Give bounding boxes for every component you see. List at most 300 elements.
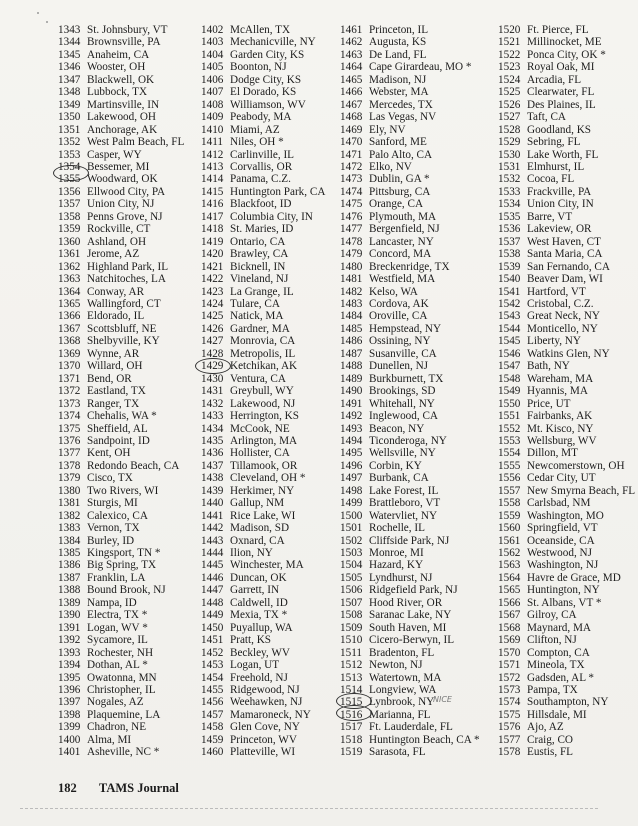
town-name: St. Johnsbury, VT [87, 24, 168, 36]
town-name: West Haven, CT [527, 235, 601, 248]
token-number: 1416 [201, 198, 224, 211]
listing-entry [58, 634, 198, 646]
town-name: Hollister, CA [230, 447, 290, 460]
town-name: Natick, MA [230, 310, 284, 323]
listing-entry [340, 74, 500, 86]
listing-entry [201, 684, 341, 696]
listing-entry [201, 622, 341, 634]
town-name: Garrett, IN [230, 584, 280, 597]
listing-entry [58, 597, 198, 609]
listing-entry [201, 696, 341, 708]
token-number: 1522 [498, 48, 521, 61]
town-name: Calexico, CA [87, 509, 148, 522]
town-name: Palo Alto, CA [369, 148, 433, 161]
token-number: 1509 [340, 621, 363, 634]
listing-entry [498, 136, 634, 148]
listing-column-2 [201, 24, 341, 759]
town-name: Plaquemine, LA [87, 708, 161, 721]
town-name: Lubbock, TX [87, 86, 148, 99]
token-number: 1510 [340, 634, 363, 647]
token-number: 1529 [498, 136, 521, 149]
token-number: 1499 [340, 497, 363, 510]
town-name: Puyallup, WA [230, 621, 293, 634]
token-number: 1408 [201, 98, 224, 111]
listing-entry [58, 734, 198, 746]
listing-entry [201, 261, 341, 273]
token-number: 1426 [201, 322, 224, 335]
listing-entry [201, 734, 341, 746]
token-number: 1537 [498, 235, 521, 248]
town-name: Lakeview, OR [527, 223, 592, 236]
town-name: Plymouth, MA [369, 210, 437, 223]
token-number: 1346 [58, 61, 81, 74]
listing-entry [340, 136, 500, 148]
listing-entry [201, 186, 341, 198]
listing-entry [201, 597, 341, 609]
town-name: Eastland, TX [87, 385, 146, 398]
token-number: 1513 [340, 671, 363, 684]
listing-entry [498, 447, 634, 459]
listing-entry [340, 385, 500, 397]
town-name: Rockville, CT [87, 223, 151, 236]
town-name: Glen Cove, NY [230, 721, 300, 734]
token-number: 1575 [498, 708, 521, 721]
token-number: 1401 [58, 746, 81, 759]
token-number: 1524 [498, 73, 521, 86]
token-number: 1413 [201, 160, 224, 173]
token-number: 1543 [498, 310, 521, 323]
town-name: Arlington, MA [230, 434, 298, 447]
listing-entry [498, 485, 634, 497]
listing-entry [498, 61, 634, 73]
town-name: Dillon, MT [527, 447, 578, 460]
listing-entry [340, 746, 500, 758]
listing-entry [340, 584, 500, 596]
listing-entry [498, 198, 634, 210]
town-name: Freehold, NJ [230, 671, 288, 684]
token-number: 1518 [340, 733, 363, 746]
token-number: 1352 [58, 136, 81, 149]
listing-entry [340, 373, 500, 385]
town-name: Duncan, OK [230, 571, 287, 584]
token-number: 1345 [58, 48, 81, 61]
token-number: 1435 [201, 434, 224, 447]
token-number: 1569 [498, 634, 521, 647]
listing-entry [340, 273, 500, 285]
token-number: 1437 [201, 459, 224, 472]
town-name: Clifton, NJ [527, 634, 577, 647]
page-bottom-rule [20, 808, 598, 809]
listing-entry [498, 298, 634, 310]
listing-entry [498, 373, 634, 385]
town-name: Big Spring, TX [87, 559, 157, 572]
token-number: 1381 [58, 497, 81, 510]
listing-entry [340, 659, 500, 671]
town-name: De Land, FL [369, 48, 427, 61]
listing-entry [201, 672, 341, 684]
token-number: 1371 [58, 372, 81, 385]
listing-entry [498, 497, 634, 509]
handwritten-note: NICE [433, 695, 452, 704]
town-name: Asheville, NC * [87, 746, 160, 759]
town-name: Winchester, MA [230, 559, 304, 572]
token-number: 1398 [58, 708, 81, 721]
token-number: 1501 [340, 522, 363, 535]
town-name: Sarasota, FL [369, 746, 426, 759]
town-name: Lakewood, NJ [230, 397, 296, 410]
listing-entry [498, 335, 634, 347]
token-number: 1444 [201, 547, 224, 560]
token-number: 1423 [201, 285, 224, 298]
town-name: Goodland, KS [527, 123, 592, 136]
town-name: Arcadia, FL [527, 73, 582, 86]
listing-entry [340, 559, 500, 571]
listing-entry [201, 211, 341, 223]
listing-entry [201, 49, 341, 61]
token-number: 1443 [201, 534, 224, 547]
listing-entry [201, 223, 341, 235]
token-number: 1535 [498, 210, 521, 223]
token-number: 1457 [201, 708, 224, 721]
town-name: Wooster, OH [87, 61, 146, 74]
token-number: 1442 [201, 522, 224, 535]
town-name: Compton, CA [527, 646, 590, 659]
token-number: 1573 [498, 684, 521, 697]
town-name: Ossining, NY [369, 335, 431, 348]
listing-entry [58, 547, 198, 559]
town-name: Hempstead, NY [369, 322, 442, 335]
token-number: 1523 [498, 61, 521, 74]
town-name: Woodward, OK [87, 173, 158, 186]
token-number: 1566 [498, 596, 521, 609]
town-name: San Fernando, CA [527, 260, 610, 273]
token-number: 1388 [58, 584, 81, 597]
listing-entry [201, 149, 341, 161]
town-name: Rochester, NH [87, 646, 154, 659]
listing-entry [201, 273, 341, 285]
town-name: Frackville, PA [527, 185, 592, 198]
town-name: Platteville, WI [230, 746, 296, 759]
town-name: Brawley, CA [230, 248, 289, 261]
listing-entry [498, 510, 634, 522]
town-name: Burkburnett, TX [369, 372, 444, 385]
town-name: Pittsburg, CA [369, 185, 431, 198]
listing-entry [201, 36, 341, 48]
token-number: 1574 [498, 696, 521, 709]
token-listing [58, 24, 634, 759]
token-number: 1544 [498, 322, 521, 335]
listing-entry [201, 535, 341, 547]
listing-entry [58, 49, 198, 61]
token-number: 1485 [340, 322, 363, 335]
token-number: 1359 [58, 223, 81, 236]
token-number: 1347 [58, 73, 81, 86]
listing-entry [340, 49, 500, 61]
token-number: 1396 [58, 684, 81, 697]
town-name: Madison, NJ [369, 73, 427, 86]
town-name: Brownsville, PA [87, 36, 161, 49]
listing-entry [340, 286, 500, 298]
town-name: Herkimer, NY [230, 484, 295, 497]
town-name: Chadron, NE [87, 721, 147, 734]
town-name: Kent, OH [87, 447, 131, 460]
listing-entry [340, 398, 500, 410]
listing-entry [58, 24, 198, 36]
listing-entry [201, 398, 341, 410]
listing-entry [201, 435, 341, 447]
listing-entry [340, 61, 500, 73]
town-name: Ponca City, OK * [527, 48, 606, 61]
town-name: Redondo Beach, CA [87, 459, 180, 472]
listing-entry [58, 584, 198, 596]
listing-entry [201, 198, 341, 210]
town-name: Watervliet, NY [369, 509, 438, 522]
town-name: Penns Grove, NJ [87, 210, 163, 223]
token-number: 1427 [201, 335, 224, 348]
town-name: Newcomerstown, OH [527, 459, 625, 472]
token-number: 1420 [201, 248, 224, 261]
token-number: 1430 [201, 372, 224, 385]
town-name: West Palm Beach, FL [87, 136, 185, 149]
token-number: 1391 [58, 621, 81, 634]
listing-entry [340, 173, 500, 185]
token-number: 1472 [340, 160, 363, 173]
town-name: Brookings, SD [369, 385, 436, 398]
town-name: Beckley, WV [230, 646, 290, 659]
town-name: Santa Maria, CA [527, 248, 603, 261]
town-name: Carlsbad, NM [527, 497, 591, 510]
token-number: 1353 [58, 148, 81, 161]
print-speck [46, 21, 48, 23]
listing-entry [58, 99, 198, 111]
token-number: 1506 [340, 584, 363, 597]
token-number: 1526 [498, 98, 521, 111]
listing-entry [58, 609, 198, 621]
town-name: Two Rivers, WI [87, 484, 159, 497]
town-name: Huntington Park, CA [230, 185, 326, 198]
token-number: 1395 [58, 671, 81, 684]
token-number: 1431 [201, 385, 224, 398]
token-number: 1578 [498, 746, 521, 759]
listing-entry [498, 173, 634, 185]
town-name: Carlinville, IL [230, 148, 295, 161]
token-number: 1557 [498, 484, 521, 497]
town-name: Mt. Kisco, NY [527, 422, 594, 435]
town-name: Cape Girardeau, MO * [369, 61, 472, 74]
town-name: Anchorage, AK [87, 123, 158, 136]
listing-entry [340, 634, 500, 646]
listing-entry [58, 273, 198, 285]
listing-entry [340, 622, 500, 634]
town-name: Orange, CA [369, 198, 424, 211]
token-number: 1533 [498, 185, 521, 198]
town-name: Nogales, AZ [87, 696, 144, 709]
listing-entry [58, 310, 198, 322]
town-name: Pratt, KS [230, 634, 272, 647]
listing-entry [340, 510, 500, 522]
listing-entry [340, 248, 500, 260]
listing-entry [201, 584, 341, 596]
town-name: Scottsbluff, NE [87, 322, 157, 335]
token-number: 1399 [58, 721, 81, 734]
town-name: Corbin, KY [369, 459, 422, 472]
token-number: 1541 [498, 285, 521, 298]
token-number: 1498 [340, 484, 363, 497]
town-name: Huntington, NY [527, 584, 600, 597]
town-name: Princeton, IL [369, 24, 429, 36]
town-name: Gardner, MA [230, 322, 290, 335]
listing-entry [498, 360, 634, 372]
town-name: Des Plaines, IL [527, 98, 596, 111]
listing-entry [498, 435, 634, 447]
token-number: 1393 [58, 646, 81, 659]
listing-entry [58, 335, 198, 347]
town-name: Hyannis, MA [527, 385, 588, 398]
token-number: 1390 [58, 609, 81, 622]
token-number: 1382 [58, 509, 81, 522]
listing-entry [498, 734, 634, 746]
town-name: La Grange, IL [230, 285, 294, 298]
listing-entry [498, 696, 634, 708]
token-number: 1494 [340, 434, 363, 447]
listing-entry [201, 373, 341, 385]
town-name: Princeton, WV [230, 733, 297, 746]
listing-entry [498, 385, 634, 397]
token-number: 1362 [58, 260, 81, 273]
token-number: 1363 [58, 273, 81, 286]
listing-entry [58, 61, 198, 73]
token-number: 1419 [201, 235, 224, 248]
town-name: Hood River, OR [369, 596, 443, 609]
token-number: 1515 [340, 696, 363, 709]
token-number: 1496 [340, 459, 363, 472]
token-number: 1358 [58, 210, 81, 223]
token-number: 1344 [58, 36, 81, 49]
town-name: Franklin, LA [87, 571, 146, 584]
token-number: 1565 [498, 584, 521, 597]
token-number: 1483 [340, 297, 363, 310]
town-name: Dodge City, KS [230, 73, 302, 86]
token-number: 1549 [498, 385, 521, 398]
town-name: Hillsdale, MI [527, 708, 587, 721]
token-number: 1447 [201, 584, 224, 597]
listing-entry [58, 721, 198, 733]
town-name: Whitehall, NY [369, 397, 435, 410]
token-number: 1514 [340, 684, 363, 697]
token-number: 1539 [498, 260, 521, 273]
listing-entry [498, 659, 634, 671]
town-name: Westwood, NJ [527, 547, 592, 560]
listing-entry [340, 261, 500, 273]
token-number: 1487 [340, 347, 363, 360]
listing-entry [498, 36, 634, 48]
token-number: 1429 [201, 360, 224, 373]
town-name: Garden City, KS [230, 48, 305, 61]
town-name: Highland Park, IL [87, 260, 169, 273]
token-number: 1481 [340, 273, 363, 286]
listing-entry [58, 423, 198, 435]
town-name: Great Neck, NY [527, 310, 600, 323]
town-name: South Haven, MI [369, 621, 447, 634]
town-name: Ilion, NY [230, 547, 273, 560]
listing-entry [201, 522, 341, 534]
listing-entry [58, 684, 198, 696]
listing-entry [201, 559, 341, 571]
town-name: Ashland, OH [87, 235, 147, 248]
town-name: Ticonderoga, NY [369, 434, 447, 447]
token-number: 1378 [58, 459, 81, 472]
town-name: Bergenfield, NJ [369, 223, 440, 236]
town-name: Peabody, MA [230, 111, 292, 124]
token-number: 1440 [201, 497, 224, 510]
listing-entry [201, 136, 341, 148]
town-name: Mexia, TX * [230, 609, 288, 622]
town-name: Ellwood City, PA [87, 185, 166, 198]
town-name: Maynard, MA [527, 621, 592, 634]
town-name: Longview, WA [369, 684, 437, 697]
town-name: Logan, WV * [87, 621, 148, 634]
token-number: 1484 [340, 310, 363, 323]
token-number: 1424 [201, 297, 224, 310]
listing-entry [58, 36, 198, 48]
listing-entry [201, 460, 341, 472]
town-name: Dublin, GA * [369, 173, 430, 186]
token-number: 1350 [58, 111, 81, 124]
listing-entry [498, 236, 634, 248]
town-name: Ridgefield Park, NJ [369, 584, 458, 597]
token-number: 1406 [201, 73, 224, 86]
listing-entry [340, 410, 500, 422]
listing-entry [340, 547, 500, 559]
token-number: 1480 [340, 260, 363, 273]
listing-entry [340, 447, 500, 459]
listing-entry [58, 248, 198, 260]
town-name: Niles, OH * [230, 136, 284, 149]
listing-entry [201, 385, 341, 397]
listing-entry [340, 734, 500, 746]
listing-entry [498, 99, 634, 111]
listing-entry [201, 472, 341, 484]
token-number: 1564 [498, 571, 521, 584]
town-name: Huntington Beach, CA * [369, 733, 480, 746]
token-number: 1377 [58, 447, 81, 460]
token-number: 1477 [340, 223, 363, 236]
token-number: 1349 [58, 98, 81, 111]
listing-entry [58, 360, 198, 372]
token-number: 1527 [498, 111, 521, 124]
town-name: Inglewood, CA [369, 410, 438, 423]
token-number: 1412 [201, 148, 224, 161]
town-name: Elko, NV [369, 160, 412, 173]
listing-entry [340, 535, 500, 547]
token-number: 1438 [201, 472, 224, 485]
listing-entry [201, 721, 341, 733]
listing-entry [58, 149, 198, 161]
town-name: Logan, UT [230, 659, 280, 672]
listing-entry [201, 510, 341, 522]
token-number: 1400 [58, 733, 81, 746]
town-name: Rice Lake, WI [230, 509, 296, 522]
listing-entry [201, 99, 341, 111]
town-name: Electra, TX * [87, 609, 148, 622]
town-name: Columbia City, IN [230, 210, 313, 223]
token-number: 1479 [340, 248, 363, 261]
listing-entry [201, 360, 341, 372]
token-number: 1469 [340, 123, 363, 136]
town-name: Boonton, NJ [230, 61, 287, 74]
token-number: 1365 [58, 297, 81, 310]
token-number: 1521 [498, 36, 521, 49]
